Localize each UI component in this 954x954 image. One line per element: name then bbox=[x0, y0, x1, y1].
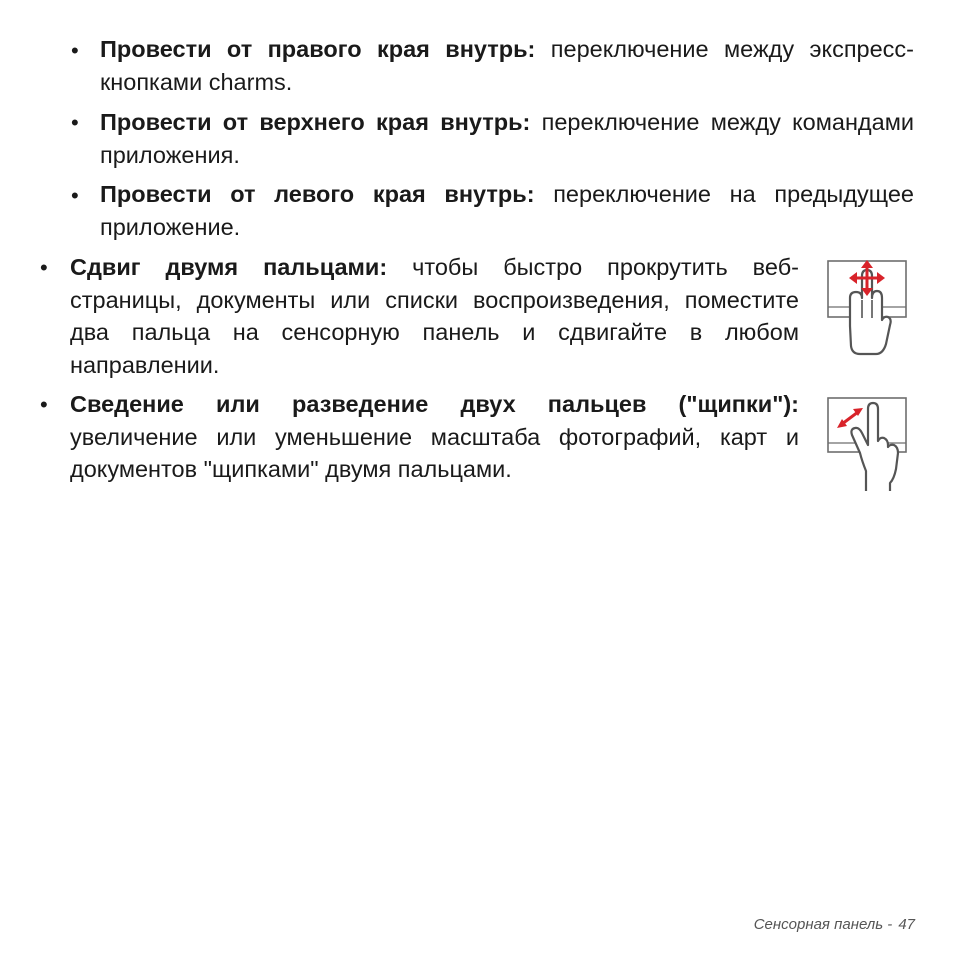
list-item-swipe-top-edge bbox=[100, 106, 914, 171]
list-item-swipe-right-edge bbox=[100, 33, 914, 98]
item-description: переключение между командами приложения. bbox=[100, 109, 914, 168]
page-number: 47 bbox=[898, 916, 915, 933]
item-description: переключение на предыдущее приложение. bbox=[100, 181, 914, 240]
bullet-marker: • bbox=[40, 255, 48, 280]
bullet-marker: • bbox=[71, 110, 79, 135]
item-description: переключение между экспресс-кнопками charms. bbox=[100, 36, 915, 95]
list-item-two-finger-scroll bbox=[70, 251, 799, 381]
item-term: Провести от верхнего края внутрь: bbox=[100, 109, 531, 135]
bullet-marker: • bbox=[71, 183, 79, 208]
item-term: Сведение или разведение двух пальцев ("щипки"): bbox=[70, 391, 799, 417]
list-item-pinch bbox=[70, 388, 799, 486]
item-term: Провести от правого края внутрь: bbox=[100, 36, 536, 62]
pinch-zoom-icon bbox=[826, 395, 910, 495]
page-footer bbox=[754, 916, 915, 933]
two-finger-scroll-icon bbox=[826, 258, 910, 362]
item-term: Провести от левого края внутрь: bbox=[100, 181, 535, 207]
list-item-swipe-left-edge bbox=[100, 178, 914, 243]
footer-section: Сенсорная панель - bbox=[753, 916, 893, 933]
bullet-marker: • bbox=[71, 38, 79, 63]
item-term: Сдвиг двумя пальцами: bbox=[70, 254, 388, 280]
item-description: увеличение или уменьшение масштаба фотографий, карт и документов "щипками" двумя пальцами. bbox=[70, 423, 799, 482]
item-description: чтобы быстро прокрутить веб-страницы, документы или списки воспроизведения, поместите два пальца на сенсорную панель и сдвигайте в любом направлении. bbox=[70, 254, 799, 378]
bullet-marker: • bbox=[40, 392, 48, 417]
